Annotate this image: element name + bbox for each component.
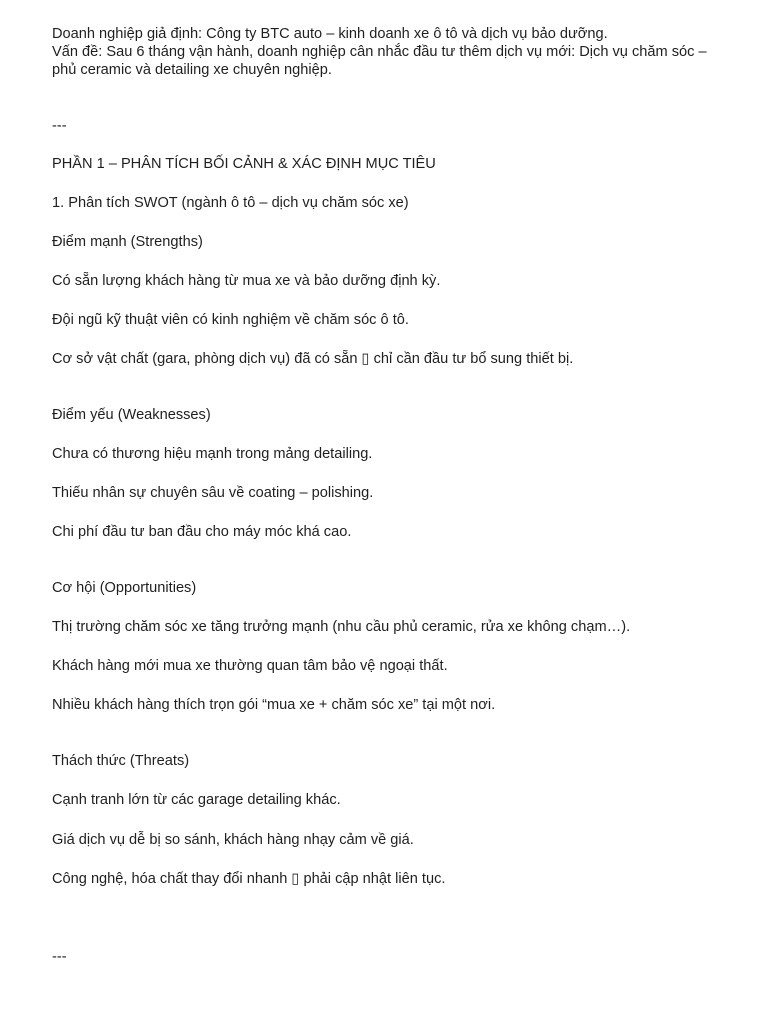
weaknesses-item: Chi phí đầu tư ban đầu cho máy móc khá cao.	[52, 524, 352, 540]
strengths-item: Cơ sở vật chất (gara, phòng dịch vụ) đã có sẵn ▯ chỉ cần đầu tư bổ sung thiết bị.	[52, 351, 574, 367]
swot-heading: 1. Phân tích SWOT (ngành ô tô – dịch vụ chăm sóc xe)	[52, 195, 409, 211]
strengths-item: Đội ngũ kỹ thuật viên có kinh nghiệm về chăm sóc ô tô.	[52, 312, 409, 328]
intro-block	[52, 25, 712, 79]
opportunities-item: Nhiều khách hàng thích trọn gói “mua xe + chăm sóc xe” tại một nơi.	[52, 697, 496, 713]
weaknesses-heading: Điểm yếu (Weaknesses)	[52, 407, 211, 423]
threats-item: Công nghệ, hóa chất thay đổi nhanh ▯ phải cập nhật liên tục.	[52, 871, 446, 887]
threats-item: Cạnh tranh lớn từ các garage detailing khác.	[52, 792, 341, 808]
weaknesses-item: Thiếu nhân sự chuyên sâu về coating – polishing.	[52, 485, 374, 501]
threats-item: Giá dịch vụ dễ bị so sánh, khách hàng nhạy cảm về giá.	[52, 832, 414, 848]
intro-problem: Vấn đề: Sau 6 tháng vận hành, doanh nghiệp cân nhắc đầu tư thêm dịch vụ mới: Dịch vụ chăm sóc – phủ ceramic và detailing xe chuyên nghiệp.	[52, 44, 707, 78]
weaknesses-item: Chưa có thương hiệu mạnh trong mảng detailing.	[52, 446, 373, 462]
opportunities-heading: Cơ hội (Opportunities)	[52, 580, 197, 596]
strengths-heading: Điểm mạnh (Strengths)	[52, 234, 203, 250]
opportunities-item: Thị trường chăm sóc xe tăng trưởng mạnh (nhu cầu phủ ceramic, rửa xe không chạm…).	[52, 619, 631, 635]
intro-business: Doanh nghiệp giả định: Công ty BTC auto – kinh doanh xe ô tô và dịch vụ bảo dưỡng.	[52, 26, 608, 42]
strengths-item: Có sẵn lượng khách hàng từ mua xe và bảo dưỡng định kỳ.	[52, 273, 441, 289]
threats-heading: Thách thức (Threats)	[52, 753, 190, 769]
part1-heading: PHẦN 1 – PHÂN TÍCH BỐI CẢNH & XÁC ĐỊNH MỤC TIÊU	[52, 156, 436, 172]
separator: ---	[52, 118, 67, 134]
separator: ---	[52, 949, 67, 965]
opportunities-item: Khách hàng mới mua xe thường quan tâm bảo vệ ngoại thất.	[52, 658, 448, 674]
